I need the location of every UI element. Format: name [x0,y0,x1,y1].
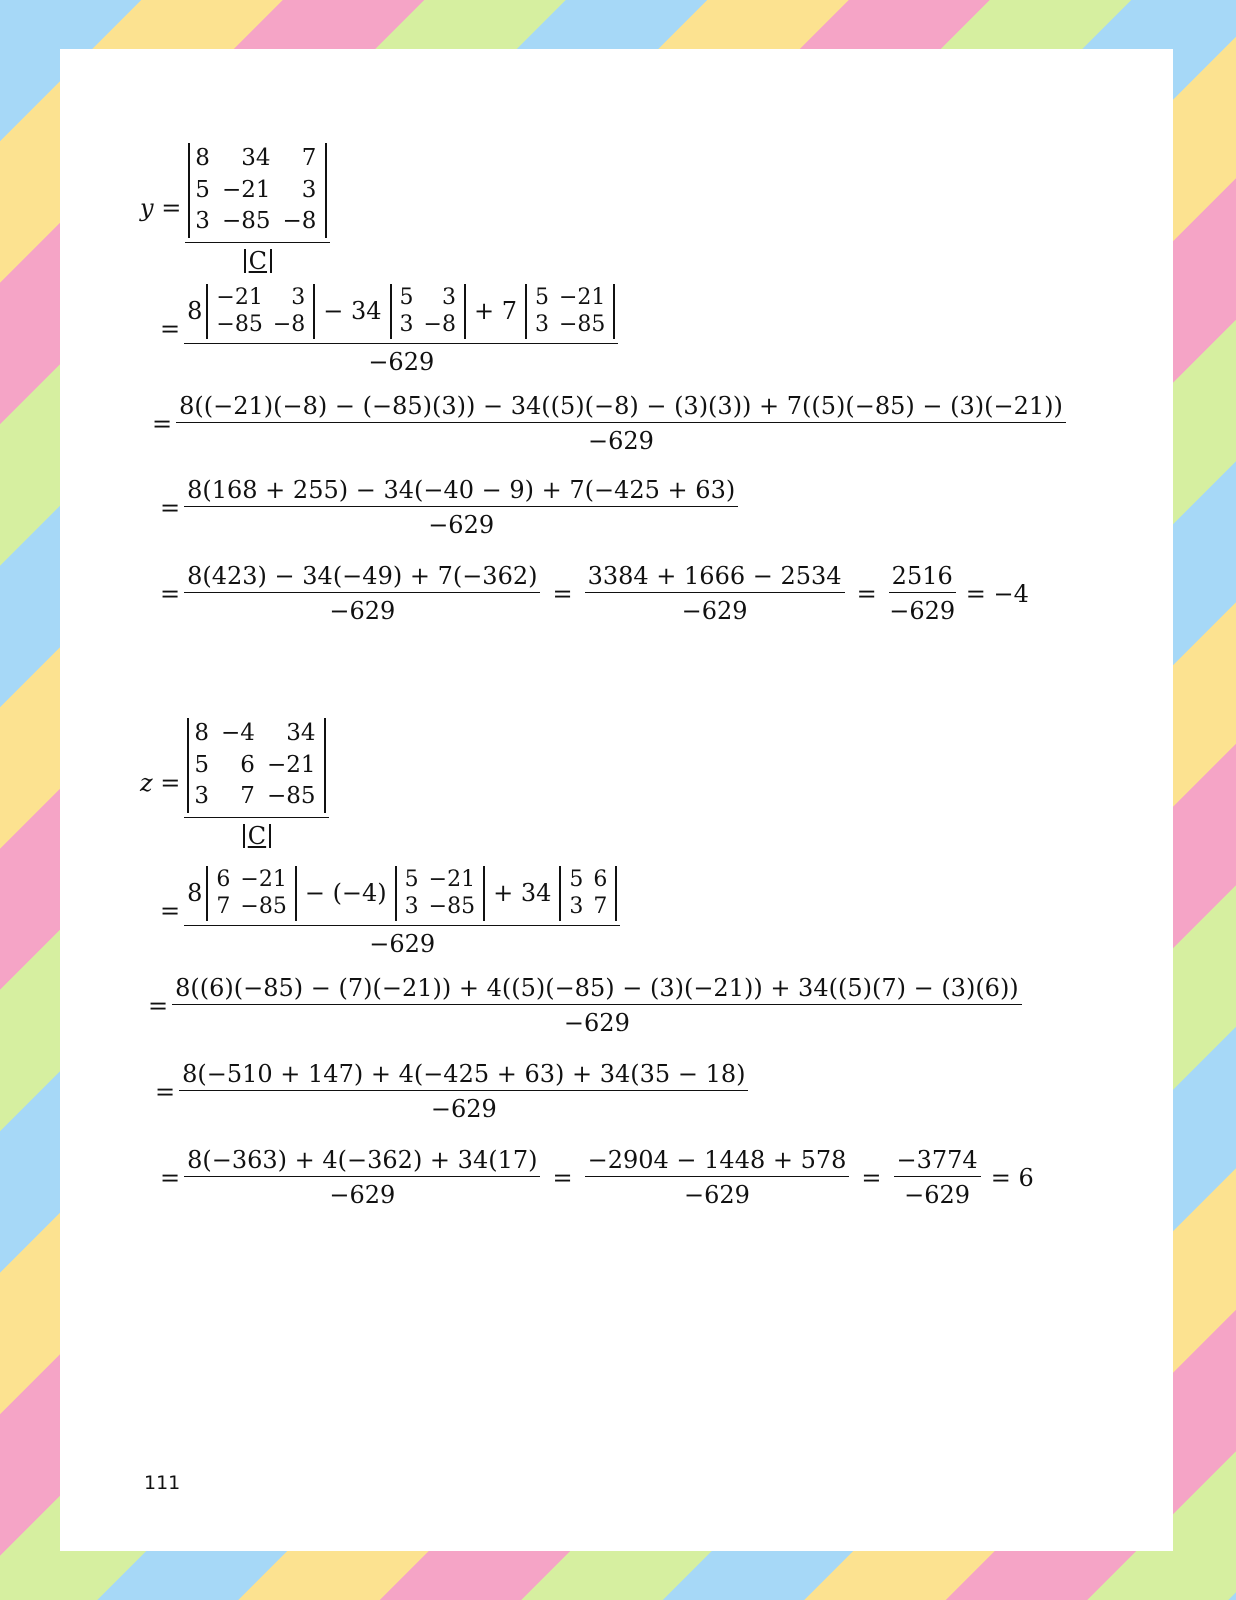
equals-sign: = [160,579,181,608]
det-cell: 34 [241,145,271,171]
minor-1 [206,284,315,339]
z-lhs: z = [140,768,181,797]
denominator: −629 [369,929,436,958]
coefficient: 8 [187,297,203,326]
y-step1 [160,284,622,374]
det-cell: 5 [404,867,419,892]
det-cell: 3 [301,176,317,203]
det-cell: 5 [569,867,584,892]
denominator: −629 [428,511,495,539]
minor-3 [525,284,615,339]
det-cell: −85 [240,894,287,920]
z-step3 [155,1062,752,1121]
det-cell: 6 [240,751,255,778]
det-C-bars [244,246,272,275]
det-cell: 3 [399,312,414,338]
page-number: 111 [144,1472,181,1494]
z-result: = 6 [990,1163,1034,1192]
det-cell: −21 [559,285,606,310]
equals-sign: = [552,579,573,608]
det-C-bars [243,821,271,850]
det-cell: 3 [404,894,419,920]
det-cell: −85 [266,783,316,810]
det-cell: −85 [559,312,606,338]
det-cell: 5 [535,285,549,310]
det-cell: 7 [216,894,231,920]
det-cell: −21 [266,751,316,778]
det-cell: −21 [240,867,287,892]
det-cell: 3 [194,783,210,810]
denominator: −629 [681,597,748,625]
det-cell: −8 [423,312,456,338]
det-C-label: C [247,821,267,850]
minor-2 [390,284,466,339]
det-cell: −8 [272,312,306,338]
numerator: 8(−363) + 4(−362) + 34(17) [184,1148,540,1177]
operator: − 34 [323,297,382,326]
denominator: −629 [684,1181,750,1209]
z-step2 [148,976,1026,1035]
denominator: −629 [368,347,435,376]
y-step3 [160,478,742,537]
denominator: −629 [588,427,654,455]
det-cell: −21 [428,867,476,892]
y-lhs: y = [140,193,182,222]
equals-sign: = [552,1163,573,1192]
denominator: −629 [329,1181,396,1209]
det-cell: 5 [195,176,210,203]
z-definition [140,718,333,848]
det-cell: 6 [593,867,608,892]
numerator: 2516 [889,564,956,593]
numerator: −2904 − 1448 + 578 [585,1148,850,1177]
equals-sign: = [160,493,181,522]
det-cell: 5 [399,285,414,310]
denominator: −629 [563,1009,630,1037]
numerator: 8(−510 + 147) + 4(−425 + 63) + 34(35 − 18) [179,1062,748,1091]
det-cell: 3 [569,894,584,920]
det-cell: −85 [216,312,263,338]
operator: − (−4) [304,879,387,908]
z-determinant [187,718,326,813]
y-step2 [152,394,1070,453]
det-cell: 8 [195,145,210,171]
det-cell: 3 [291,285,306,310]
numerator: 8(168 + 255) − 34(−40 − 9) + 7(−425 + 63) [184,478,738,507]
det-cell: 7 [240,783,255,810]
denominator: −629 [329,597,396,625]
numerator: −3774 [894,1148,981,1177]
z-step4 [160,1148,1034,1207]
det-cell: 7 [593,894,608,920]
z-cramer-fraction [184,718,329,848]
equals-sign: = [152,409,173,438]
det-cell: −21 [221,176,271,203]
equals-sign: = [160,1163,181,1192]
operator: + 34 [493,879,552,908]
det-cell: 3 [535,312,549,338]
y-result: = −4 [965,579,1029,608]
minor-2 [395,866,485,921]
det-cell: 7 [301,145,317,171]
equals-sign: = [861,1163,882,1192]
numerator: 3384 + 1666 − 2534 [585,564,845,593]
numerator: 8((−21)(−8) − (−85)(3)) − 34((5)(−8) − (3)(3)) + 7((5)(−85) − (3)(−21)) [176,394,1066,423]
denominator: −629 [430,1095,497,1123]
equals-sign: = [856,579,877,608]
det-C-label: C [248,246,268,275]
denominator: −629 [889,597,956,625]
det-cell: 34 [286,720,316,746]
equals-sign: = [155,1077,176,1106]
det-cell: 8 [194,720,210,746]
det-cell: 3 [441,285,456,310]
y-step4 [160,564,1029,623]
det-cell: 3 [195,208,210,235]
det-cell: −21 [216,285,263,310]
det-cell: −85 [428,894,476,920]
numerator: 8((6)(−85) − (7)(−21)) + 4((5)(−85) − (3)(−21)) + 34((5)(7) − (3)(6)) [172,976,1022,1005]
det-cell: −4 [221,720,255,746]
y-cramer-fraction [185,143,330,273]
numerator: 8(423) − 34(−49) + 7(−362) [184,564,540,593]
operator: + 7 [473,297,517,326]
equals-sign: = [148,991,169,1020]
det-cell: −8 [282,208,317,235]
det-cell: −85 [221,208,271,235]
minor-3 [559,866,617,921]
det-cell: 6 [216,867,231,892]
det-cell: 5 [194,751,210,778]
y-definition [140,143,334,273]
z-step1 [160,866,624,956]
equals-sign: = [160,896,181,925]
y-determinant [188,143,327,238]
minor-1 [206,866,296,921]
equals-sign: = [160,314,181,343]
denominator: −629 [904,1181,971,1209]
coefficient: 8 [187,879,203,908]
